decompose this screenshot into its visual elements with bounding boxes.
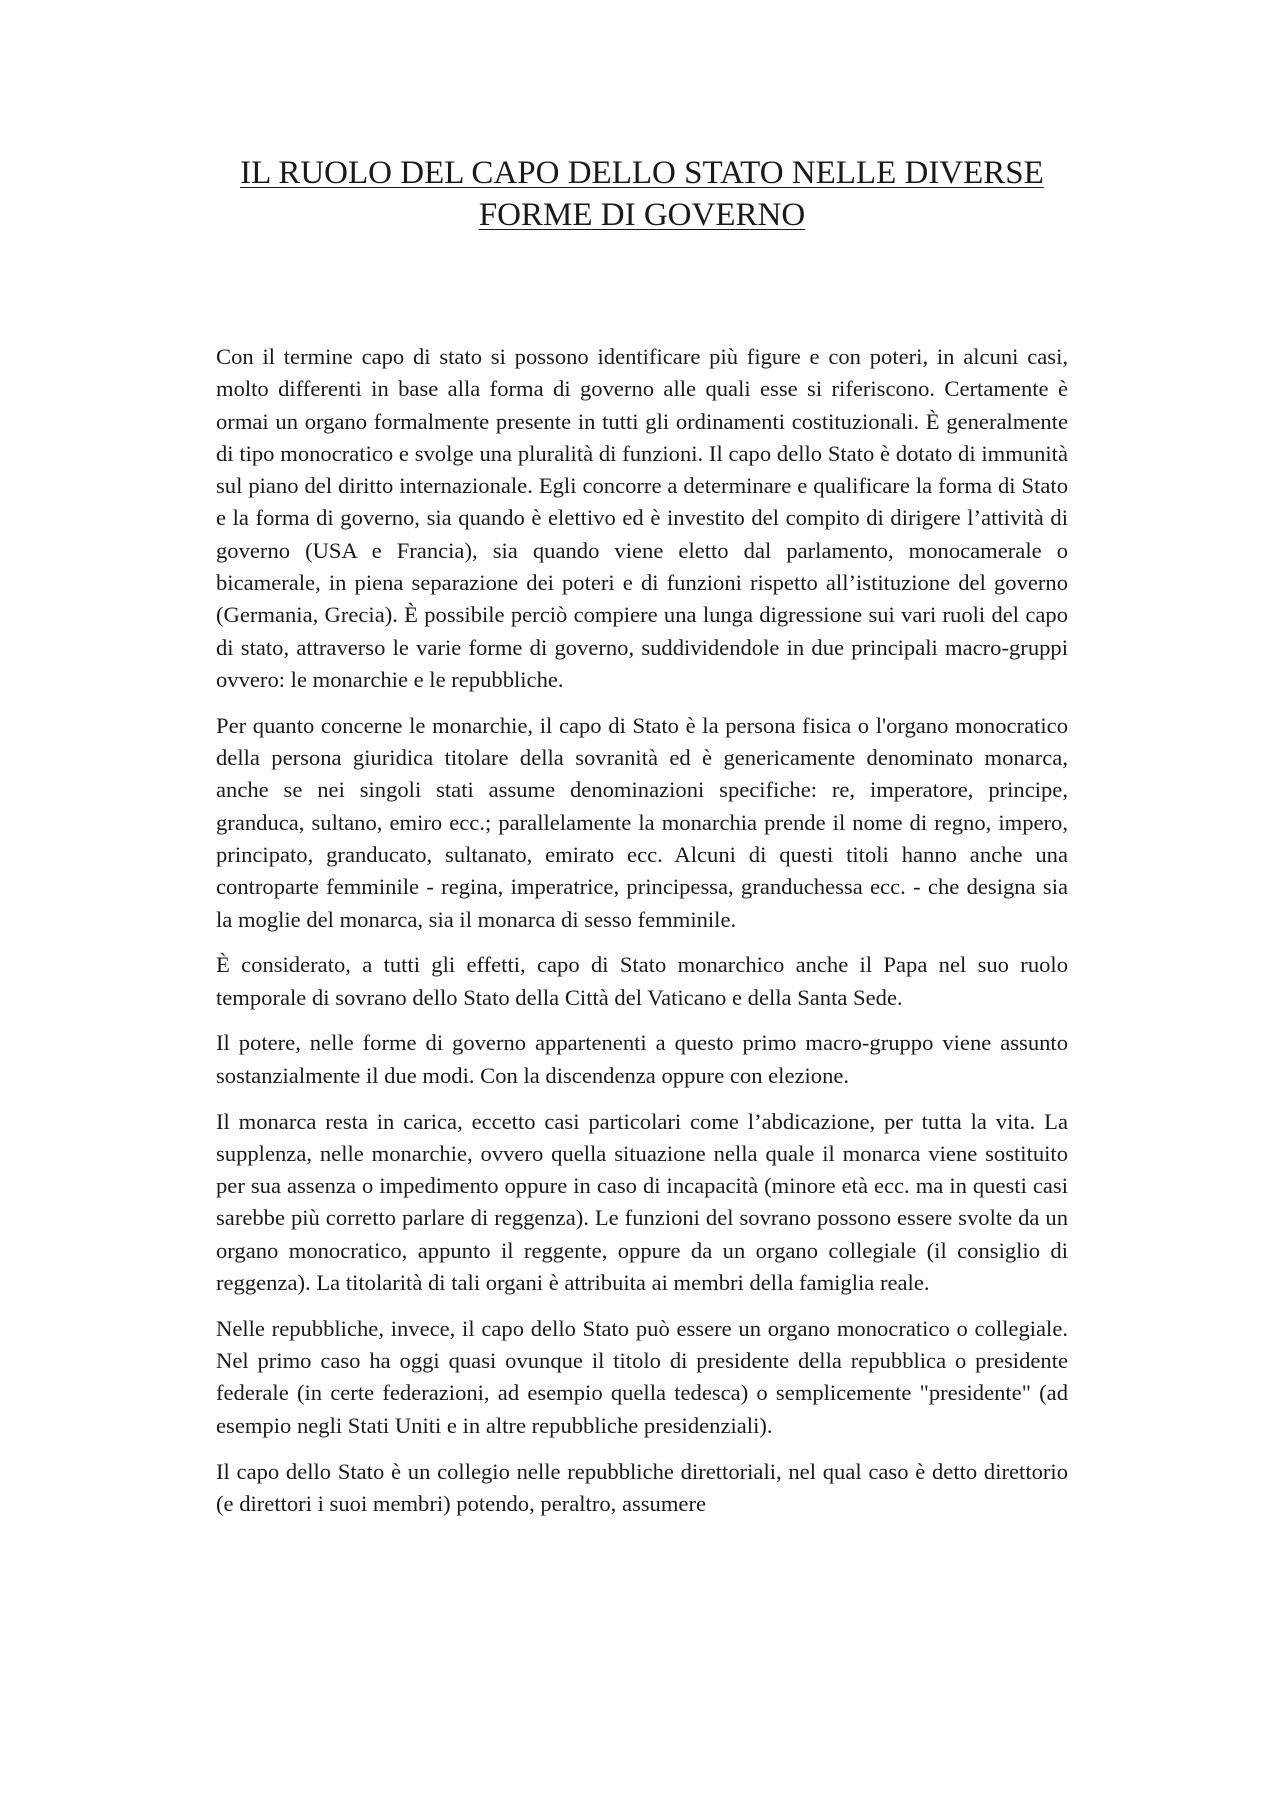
title-line-2: FORME DI GOVERNO — [478, 197, 806, 233]
paragraph-3: È considerato, a tutti gli effetti, capo di Stato monarchico anche il Papa nel suo ruolo temporale di sovrano dello Stato della Città del Vaticano e della Santa Sede. — [216, 952, 1068, 1010]
paragraph-7: Il capo dello Stato è un collegio nelle repubbliche direttoriali, nel qual caso è detto direttorio (e direttori i suoi membri) potendo, peraltro, assumere — [216, 1458, 1068, 1516]
paragraph-4: Il potere, nelle forme di governo appartenenti a questo primo macro-gruppo viene assunto sostanzialmente il due modi. Con la discendenza oppure con elezione. — [216, 1030, 1068, 1088]
paragraph-2: Per quanto concerne le monarchie, il capo di Stato è la persona fisica o l'organo monocratico della persona giuridica titolare della sovranità ed è genericamente denominato monarca, anche se nei singoli stati assume denominazioni specifiche: re, imperatore, principe, granduca, sultano, emiro ecc.; parallelamente la monarchia prende il nome di regno, impero, principato, granducato, sultanato, emirato ecc. Alcuni di questi titoli hanno anche una controparte femminile - regina, imperatrice, principessa, granduchessa ecc. - che designa sia la moglie del monarca, sia il monarca di sesso femminile. — [216, 712, 1068, 932]
page-title — [216, 152, 1068, 236]
title-line-1: IL RUOLO DEL CAPO DELLO STATO NELLE DIVERSE — [240, 155, 1044, 191]
paragraph-6: Nelle repubbliche, invece, il capo dello Stato può essere un organo monocratico o collegiale. Nel primo caso ha oggi quasi ovunque il titolo di presidente della repubblica o presidente federale (in certe federazioni, ad esempio quella tedesca) o semplicemente "presidente" (ad esempio negli Stati Uniti e in altre repubbliche presidenziali). — [216, 1315, 1068, 1438]
document-body — [216, 341, 1068, 1534]
paragraph-1: Con il termine capo di stato si possono identificare più figure e con poteri, in alcuni casi, molto differenti in base alla forma di governo alle quali esse si riferiscono. Certamente è ormai un organo formalmente presente in tutti gli ordinamenti costituzionali. È generalmente di tipo monocratico e svolge una pluralità di funzioni. Il capo dello Stato è dotato di immunità sul piano del diritto internazionale. Egli concorre a determinare e qualificare la forma di Stato e la forma di governo, sia quando è elettivo ed è investito del compito di dirigere l’attività di governo (USA e Francia), sia quando viene eletto dal parlamento, monocamerale o bicamerale, in piena separazione dei poteri e di funzioni rispetto all’istituzione del governo (Germania, Grecia). È possibile perciò compiere una lunga digressione sui vari ruoli del capo di stato, attraverso le varie forme di governo, suddividendole in due principali macro-gruppi ovvero: le monarchie e le repubbliche. — [216, 344, 1068, 692]
paragraph-5: Il monarca resta in carica, eccetto casi particolari come l’abdicazione, per tutta la vita. La supplenza, nelle monarchie, ovvero quella situazione nella quale il monarca viene sostituito per sua assenza o impedimento oppure in caso di incapacità (minore età ecc. ma in questi casi sarebbe più corretto parlare di reggenza). Le funzioni del sovrano possono essere svolte da un organo monocratico, appunto il reggente, oppure da un organo collegiale (il consiglio di reggenza). La titolarità di tali organi è attribuita ai membri della famiglia reale. — [216, 1108, 1068, 1296]
